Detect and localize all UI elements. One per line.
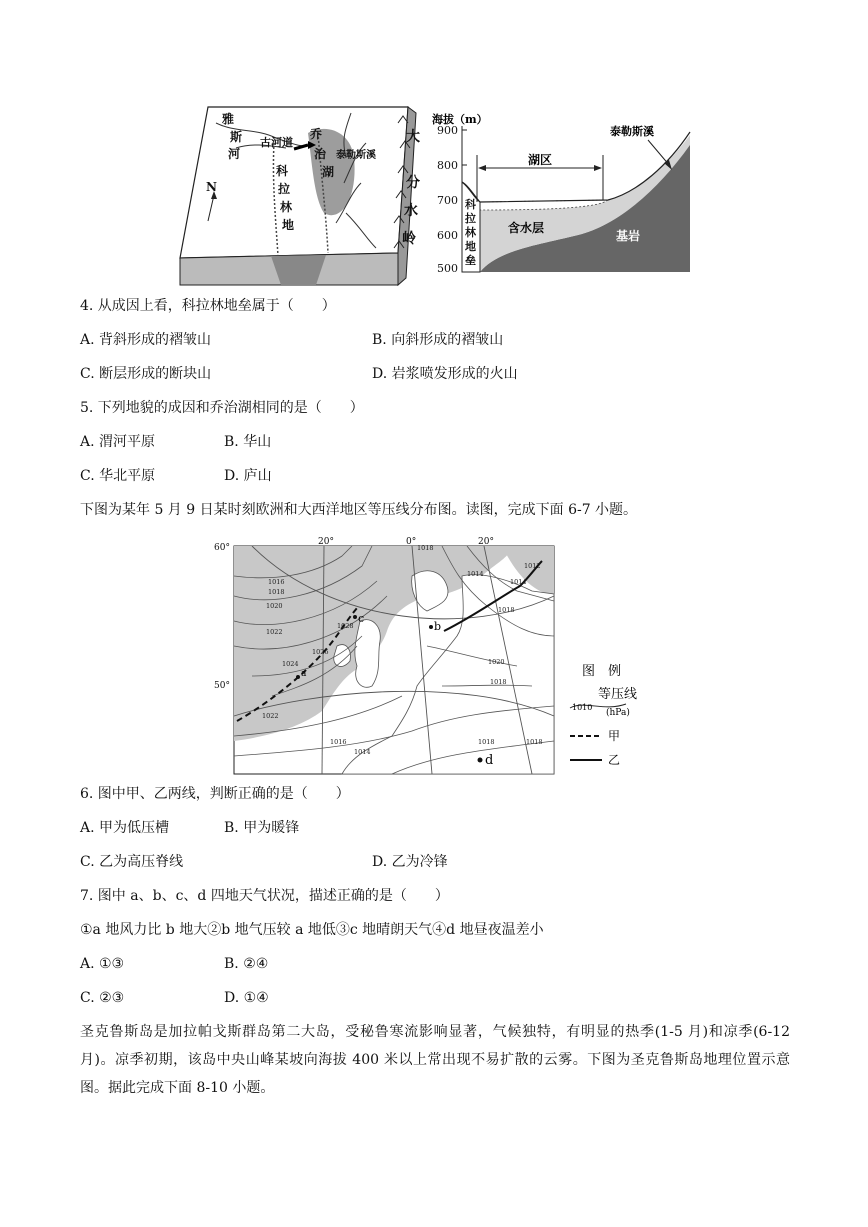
y-tick-600: 600: [437, 229, 458, 242]
q4-option-d: D. 岩浆喷发形成的火山: [372, 366, 518, 382]
isobar-label: 1024: [282, 660, 299, 668]
isobar-label: 1018: [478, 738, 495, 746]
q7-option-c: C. ②③: [80, 990, 125, 1006]
label-horst-2: 拉: [278, 182, 291, 196]
q7-stem: 7. 图中 a、b、c、d 四地天气状况，描述正确的是（ ）: [80, 888, 449, 904]
lon-0: 0°: [406, 537, 417, 547]
intro-8-10: 圣克鲁斯岛是加拉帕戈斯群岛第二大岛，受秘鲁寒流影响显著，气候独特，有明显的热季(1-5 月)和凉季(6-12 月)。凉季初期，该岛中央山峰某坡向海拔 400 米以上常出现不易扩散的云雾。下图为圣克鲁斯岛地理位置示意图。据此完成下面 8-10 小题。: [80, 1024, 790, 1096]
y-tick-500: 500: [437, 262, 458, 275]
q6-stem: 6. 图中甲、乙两线，判断正确的是（ ）: [80, 786, 350, 802]
lat-60: 60°: [214, 543, 230, 553]
isobar-label: 1018: [417, 544, 434, 552]
label-yasi-2: 斯: [230, 130, 243, 144]
label-horst-3: 林: [280, 200, 293, 214]
label-divide-1: 大: [406, 129, 420, 145]
q4-option-c: C. 断层形成的断块山: [80, 366, 212, 382]
profile-horst-1: 科: [465, 198, 476, 211]
q4-option-b: B. 向斜形成的褶皱山: [372, 332, 504, 348]
aquifer-label: 含水层: [508, 221, 545, 235]
label-divide-3: 水: [404, 203, 418, 219]
q6-option-c: C. 乙为高压脊线: [80, 854, 184, 870]
q5-stem: 5. 下列地貌的成因和乔治湖相同的是（ ）: [80, 400, 364, 416]
legend-yi: 乙: [608, 753, 621, 767]
profile-diagram: [428, 110, 696, 280]
lat-50: 50°: [214, 681, 230, 691]
profile-horst-2: 拉: [465, 212, 476, 225]
q5-option-b: B. 华山: [224, 434, 272, 450]
label-lake-1: 乔: [310, 127, 323, 141]
q5-option-d: D. 庐山: [224, 468, 272, 484]
isobar-label: 1012: [524, 562, 541, 570]
y-tick-900: 900: [437, 124, 458, 137]
isobar-label: 1014: [510, 578, 527, 586]
profile-horst-5: 垒: [465, 254, 476, 267]
point-b: b: [434, 620, 442, 633]
q7-option-d: D. ①④: [224, 990, 269, 1006]
q5-option-a: A. 渭河平原: [80, 434, 156, 450]
isobar-label: 1014: [354, 748, 371, 756]
q6-option-d: D. 乙为冷锋: [372, 854, 448, 870]
map-legend: [564, 660, 674, 770]
q5-option-c: C. 华北平原: [80, 468, 156, 484]
label-divide-4: 岭: [402, 231, 416, 247]
isobar-label: 1018: [498, 606, 515, 614]
label-lake-3: 湖: [322, 165, 335, 179]
q7-option-b: B. ②④: [224, 956, 269, 972]
isobar-label: 1016: [268, 578, 285, 586]
y-tick-800: 800: [437, 159, 458, 172]
point-c: c: [358, 612, 365, 625]
isobar-label: 1020: [266, 602, 283, 610]
label-horst-4: 地: [282, 218, 295, 232]
y-axis-title: 海拔（m）: [432, 113, 488, 126]
q6-option-a: A. 甲为低压槽: [80, 820, 170, 836]
label-ancient-river: 古河道: [260, 136, 293, 149]
q4-option-a: A. 背斜形成的褶皱山: [80, 332, 212, 348]
label-north: N: [206, 180, 217, 194]
profile-horst-4: 地: [465, 240, 476, 253]
q4-stem: 4. 从成因上看，科拉林地垒属于（ ）: [80, 298, 336, 314]
q7-option-a: A. ①③: [80, 956, 125, 972]
label-divide-2: 分: [406, 175, 420, 191]
stream-label: 泰勒斯溪: [610, 125, 654, 138]
label-stream: 泰勒斯溪: [336, 150, 376, 161]
profile-horst-3: 林: [465, 226, 476, 239]
label-horst-1: 科: [276, 164, 289, 178]
isobar-label: 1022: [262, 712, 279, 720]
isobar-label: 1018: [268, 588, 285, 596]
lon-20w: 20°: [318, 537, 334, 547]
legend-jia: 甲: [608, 729, 621, 743]
label-yasi-3: 河: [228, 147, 241, 161]
lake-zone-label: 湖区: [528, 153, 553, 167]
q7-statements: ①a 地风力比 b 地大②b 地气压较 a 地低③c 地晴朗天气④d 地昼夜温差小: [80, 922, 544, 938]
isobar-label: 1022: [266, 628, 283, 636]
point-a: a: [301, 669, 307, 679]
legend-title: 图 例: [582, 664, 622, 679]
bedrock-label: 基岩: [616, 229, 641, 243]
label-lake-2: 治: [314, 147, 327, 161]
isobar-label: 1016: [330, 738, 347, 746]
isobar-label: 1014: [467, 570, 484, 578]
intro-6-7: 下图为某年 5 月 9 日某时刻欧洲和大西洋地区等压线分布图。读图，完成下面 6-7 小题。: [80, 502, 638, 518]
legend-isobar: 等压线: [598, 687, 638, 702]
label-yasi-1: 雅: [222, 112, 235, 126]
isobar-label: 1018: [490, 678, 507, 686]
point-d: d: [485, 753, 494, 768]
isobar-label: 1020: [488, 658, 505, 666]
q6-option-b: B. 甲为暖锋: [224, 820, 300, 836]
legend-sample: 1010: [572, 703, 593, 712]
isobar-label: 1028: [337, 622, 354, 630]
isobar-label: 1018: [526, 738, 543, 746]
isobar-label: 1026: [312, 648, 329, 656]
legend-unit: (hPa): [606, 708, 630, 718]
block-diagram: [176, 103, 426, 288]
lon-20e: 20°: [478, 537, 494, 547]
y-tick-700: 700: [437, 194, 458, 207]
isobar-map: [212, 536, 557, 776]
